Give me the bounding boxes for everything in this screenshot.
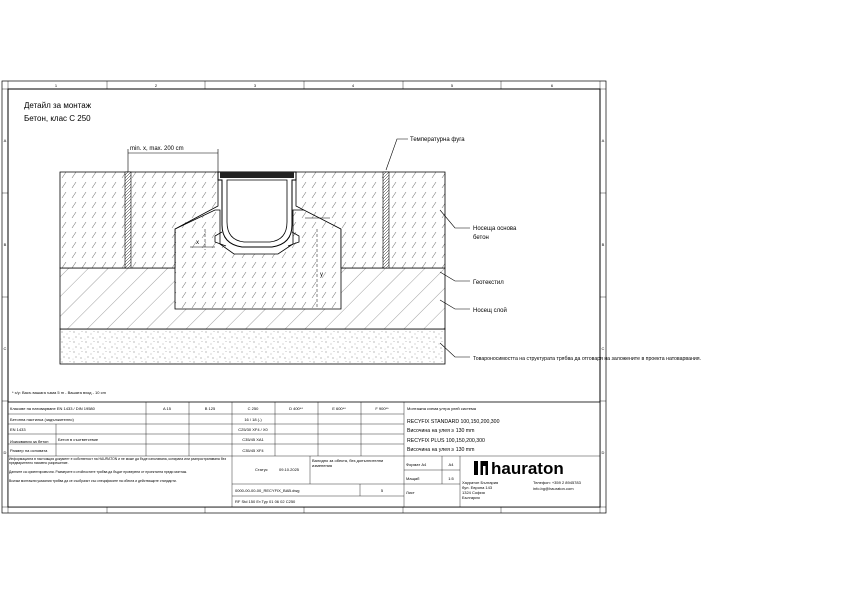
detail-title: Детайл за монтаж	[24, 101, 92, 110]
load-class-c250: C 250	[247, 406, 259, 411]
concrete-value-1: 16 / 18 (-)	[244, 417, 262, 422]
border-letter-a: A	[3, 138, 7, 143]
drawing-title: Монтажна схема ултра улей система	[407, 406, 476, 411]
load-class-b125: B 125	[204, 406, 216, 411]
border-letter-c: C	[3, 346, 7, 351]
callout-base-line2: бетон	[473, 235, 489, 241]
border-letter-b: B	[3, 242, 7, 247]
concrete-value-3: C35/45 XA1	[242, 437, 264, 442]
product-line-1: RECYFIX STANDARD 100,150,200,300	[407, 419, 500, 425]
address-line-2: бул. Европа 143	[462, 485, 493, 490]
dimension-label: min. x, max. 200 cm	[130, 146, 184, 152]
concrete-value-2: C25/30 XF4 / X0	[238, 427, 268, 432]
dim-y-label: y	[320, 272, 323, 278]
callout-bearing-note: Товароносимостта на структурата трябва да отговаря на заложените в проекта натоварвания.	[473, 356, 701, 362]
address-line-1: Хауратон България	[462, 480, 499, 485]
phone: Телефон: +359 2 8945783	[533, 480, 581, 485]
callout-base-line1: Носеща основа	[473, 226, 517, 232]
row-concrete-label: Бетон в съответствие	[58, 437, 99, 442]
load-class-d400: D 400**	[289, 406, 303, 411]
scale-value: 1:5	[448, 476, 454, 481]
part-line: RF Std 150 Ет.Тур 01 06 02 C250	[235, 499, 296, 504]
address-line-4: България	[462, 495, 480, 500]
file-name: 0000-00-00-00_RECYFIX_BAB.dwg	[235, 488, 300, 493]
base-size-label: Размер на основата	[10, 448, 48, 453]
expansion-joint-left	[125, 172, 131, 268]
concrete-value-4: C35/45 XF4	[242, 448, 264, 453]
concrete-req-label: Изисквания за бетон	[10, 439, 49, 444]
callout-geotextile: Геотекстил	[473, 280, 504, 286]
border-number-3: 3	[253, 83, 257, 88]
brand-wordmark: hauraton	[491, 459, 564, 478]
border-letter-a-right: A	[601, 138, 605, 143]
status-description: Валидно за обекта, без допълнителни изменения	[312, 458, 384, 468]
scale-label: Мащаб	[406, 476, 420, 481]
product-line-4: Височина на улея ≥ 130 mm	[407, 447, 475, 453]
load-class-e600: E 600**	[332, 406, 346, 411]
address-line-3: 1324 София	[462, 490, 485, 495]
disclaimer-1: Информацията в настоящия документ е собственост на HAURATON и не може да бъде използвана, копирана или разпространявана без предварително писмено разрешение.	[9, 457, 227, 465]
border-number-1: 1	[54, 83, 58, 88]
expansion-joint-right	[383, 172, 389, 268]
status-date: 09.10.2025	[279, 467, 300, 472]
border-letter-d-right: D	[601, 450, 605, 455]
email: info.bg@hauraton.com	[533, 486, 574, 491]
load-class-a15: A 15	[162, 406, 172, 411]
border-number-2: 2	[154, 83, 158, 88]
subbase-layer	[60, 329, 445, 364]
disclaimer-3: Всички монтажни указания трябва да се съобразят със спецификите на обекта и действащите стандарти.	[9, 479, 177, 483]
footnote: * x/y: Васъ вашага ъзма 5 m - Вашата вход - 10 cm	[12, 390, 106, 395]
border-number-4: 4	[351, 83, 355, 88]
product-line-3: RECYFIX PLUS 100,150,200,300	[407, 438, 485, 444]
detail-subtitle: Бетон, клас C 250	[24, 114, 91, 123]
sheet-label: Лист	[406, 490, 415, 495]
top-dimension	[128, 149, 218, 172]
border-number-5: 5	[450, 83, 454, 88]
row-en-label: EN 1433	[10, 427, 26, 432]
border-letter-d: D	[3, 450, 7, 455]
format-label: Формат А4	[406, 462, 427, 467]
dim-x-label: x	[196, 240, 199, 246]
product-line-2: Височина на улея ≥ 130 mm	[407, 428, 475, 434]
drainage-channel	[215, 172, 299, 247]
border-number-6: 6	[550, 83, 554, 88]
load-class-label: Класове на натоварване EN 1433 / DIN 19580	[10, 406, 95, 411]
cross-section	[60, 146, 445, 364]
disclaimer-2: Данните са ориентировъчни. Размерите и стойностите трябва да бъдат проверени от проектанта преди монтаж.	[9, 470, 188, 474]
callout-expansion-joint: Температурна фуга	[410, 137, 465, 143]
status-label: Статус	[255, 467, 268, 472]
format-value: A4	[448, 462, 454, 467]
row-paving-label: Бетонна настилка (задължително)	[10, 417, 74, 422]
load-class-f900: F 900**	[375, 406, 389, 411]
border-letter-b-right: B	[601, 242, 605, 247]
border-letter-c-right: C	[601, 346, 605, 351]
title-block	[8, 402, 600, 507]
callout-bearing-layer: Носещ слой	[473, 308, 507, 314]
sheet-number: 5	[380, 488, 384, 493]
